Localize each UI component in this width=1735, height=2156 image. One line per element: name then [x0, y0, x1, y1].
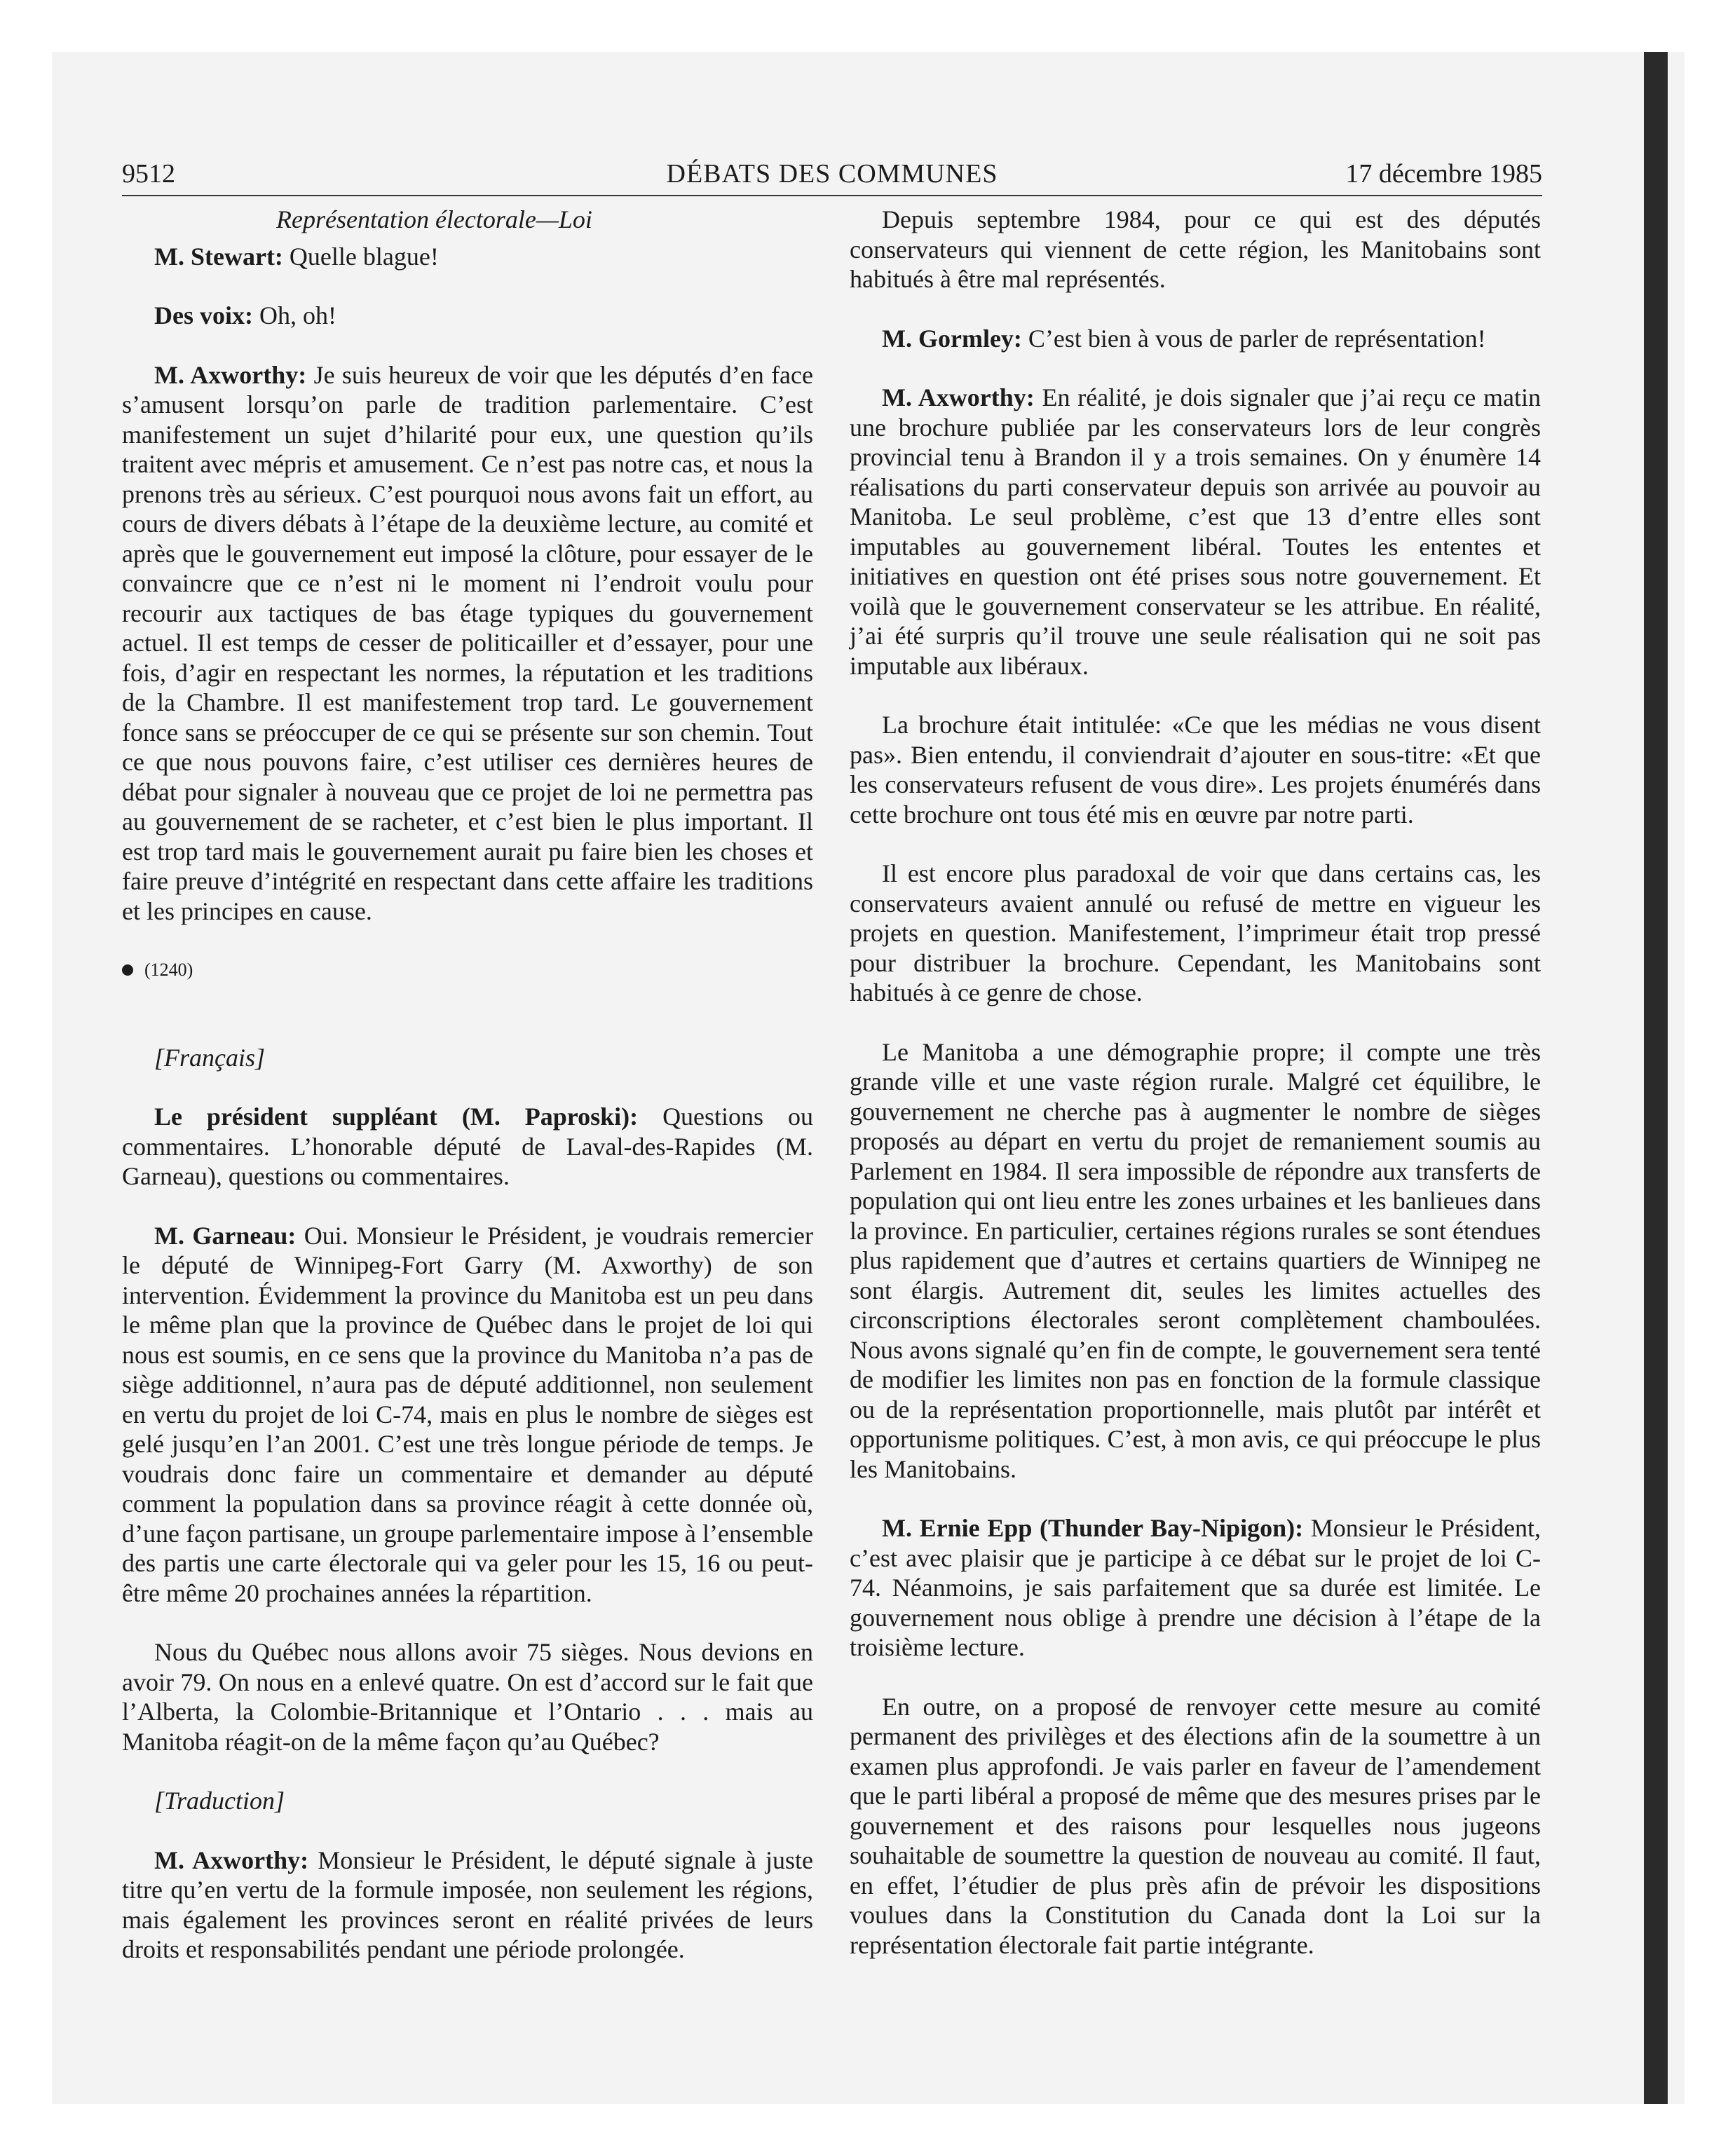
speech-text: Questions ou commentaires. L’honorable député de Laval-des-Rapides (M. Garneau), questions ou commentaires.	[122, 1103, 813, 1190]
paragraph: Depuis septembre 1984, pour ce qui est des députés conservateurs qui viennent de cette région, les Manitobains sont habitués à être mal représentés.	[850, 205, 1541, 293]
speaker-name: M. Stewart:	[154, 242, 283, 271]
speaker-name: M. Garneau:	[154, 1221, 297, 1250]
paragraph: Nous du Québec nous allons avoir 75 sièges. Nous devions en avoir 79. On nous en a enlevé quatre. On est d’accord sur le fait que l’Alberta, la Colombie-Britannique et l’Ontario . . . mais au Manitoba réagit-on de la même façon qu’au Québec?	[122, 1638, 813, 1756]
speech-text: Je suis heureux de voir que les députés d’en face s’amusent lorsqu’on parle de tradition parlementaire. C’est manifestement un sujet d’hilarité pour eux, une question qu’ils traitent avec mépris et amusement. Ce n’est pas notre cas, et nous la prenons très au sérieux. C’est pourquoi nous avons fait un effort, au cours de divers débats à l’étape de la deuxième lecture, au comité et après que le gouvernement eut imposé la clôture, pour essayer de le convaincre que ce n’est ni le moment ni l’endroit voulu pour recourir aux tactiques de bas étage typiques du gouvernement actuel. Il est temps de cesser de politicailler et d’essayer, pour une fois, d’agir en respectant les normes, la réputation et les traditions de la Chambre. Il est manifestement trop tard. Le gouvernement fonce sans se préoccuper de ce qui se présente sur son chemin. Tout ce que nous pouvons faire, c’est utiliser ces dernières heures de débat pour signaler à nouveau que ce projet de loi ne permettra pas au gouvernement de se racheter, et c’est bien le plus important. Il est trop tard mais le gouvernement aurait pu faire bien les choses et faire preuve d’intégrité en respectant dans cette affaire les traditions et les principes en cause.	[122, 360, 813, 925]
bullet-icon	[122, 964, 133, 976]
language-marker: [Français]	[154, 1043, 266, 1072]
right-column	[850, 205, 1541, 1989]
paragraph	[122, 360, 813, 927]
paragraph: Le Manitoba a une démographie propre; il compte une très grande ville et une vaste région rurale. Malgré cet équilibre, le gouvernement ne cherche pas à augmenter le nombre de sièges proposés au départ en vertu du projet de remaniement soumis au Parlement en 1984. Il sera impossible de répondre aux transferts de population qui ont lieu entre les zones urbaines et les banlieues dans la province. En particulier, certaines régions rurales se sont étendues plus rapidement que d’autres et certains quartiers de Winnipeg ne sont élargis. Autrement dit, seules les limites actuelles des circonscriptions électorales seront complètement chamboulées. Nous avons signalé qu’en fin de compte, le gouvernement sera tenté de modifier les limites non pas en fonction de la formule classique ou de la représentation proportionnelle, mais plutôt par intérêt et opportunisme politiques. C’est, à mon avis, ce qui préoccupe le plus les Manitobains.	[850, 1037, 1541, 1483]
speech-text: En réalité, je dois signaler que j’ai reçu ce matin une brochure publiée par les conservateurs lors de leur congrès provincial tenu à Brandon il y a trois semaines. On y énumère 14 réalisations du parti conservateur depuis son arrivée au pouvoir au Manitoba. Le seul problème, c’est que 13 d’entre elles sont imputables au gouvernement libéral. Toutes les ententes et initiatives en question ont été prises sous notre gouvernement. Et voilà que le gouvernement conservateur se les attribue. En réalité, j’ai été surpris qu’il trouve une seule réalisation qui ne soit pas imputable aux libéraux.	[850, 383, 1541, 680]
paragraph	[122, 1221, 813, 1609]
paragraph: Il est encore plus paradoxal de voir que dans certains cas, les conservateurs avaient annulé ou refusé de mettre en vigueur les projets en question. Manifestement, l’imprimeur était trop pressé pour distribuer la brochure. Cependant, les Manitobains sont habitués à ce genre de chose.	[850, 859, 1541, 1007]
scan-edge-strip	[1644, 52, 1668, 2104]
speech-text: Oh, oh!	[252, 301, 336, 329]
speech-text: Monsieur le Président, le député signale à juste titre qu’en vertu de la formule imposée, non seulement les régions, mais également les provinces seront en réalité privées de leurs droits et responsabilités pendant une période prolongée.	[122, 1845, 813, 1963]
paragraph: La brochure était intitulée: «Ce que les médias ne vous disent pas». Bien entendu, il conviendrait d’ajouter en sous-titre: «Et que les conservateurs refusent de vous dire». Les projets énumérés dans cette brochure ont tous été mis en œuvre par notre parti.	[850, 711, 1541, 828]
paragraph	[850, 383, 1541, 681]
publication-title: DÉBATS DES COMMUNES	[666, 159, 998, 189]
speech-text: Monsieur le Président, c’est avec plaisir que je participe à ce débat sur le projet de loi C-74. Néanmoins, je sais parfaitement que sa durée est limitée. Le gouvernement nous oblige à prendre une décision à l’étape de la troisième lecture.	[850, 1514, 1541, 1661]
paragraph	[122, 1845, 813, 1965]
paragraph	[850, 324, 1541, 354]
speaker-name: M. Axworthy:	[154, 1845, 309, 1874]
speaker-name: Des voix:	[154, 301, 253, 329]
paragraph	[122, 1102, 813, 1192]
speech-text: Quelle blague!	[283, 242, 439, 271]
language-marker: [Traduction]	[154, 1787, 285, 1815]
speech-text: C’est bien à vous de parler de représentation!	[1021, 324, 1486, 353]
speaker-name: M. Ernie Epp (Thunder Bay-Nipigon):	[882, 1514, 1304, 1542]
time-marker-text: (1240)	[144, 960, 193, 980]
paragraph: En outre, on a proposé de renvoyer cette mesure au comité permanent des privilèges et des élections afin de la soumettre à un examen plus approfondi. Je vais parler en faveur de l’amendement que le parti libéral a proposé de même que des mesures prises par le gouvernement et des raisons pour lesquelles nous jugeons souhaitable de soumettre la question de nouveau au comité. Il faut, en effet, l’étudier de plus près afin de prévoir les dispositions voulues dans la Constitution du Canada dont la Loi sur la représentation électorale fait partie intégrante.	[850, 1692, 1541, 1959]
speaker-name: M. Axworthy:	[154, 360, 307, 389]
left-column	[122, 205, 813, 1994]
speaker-name: M. Gormley:	[882, 324, 1022, 353]
time-marker	[122, 955, 813, 985]
page-number: 9512	[122, 159, 175, 189]
paragraph	[122, 301, 813, 331]
speaker-name: Le président suppléant (M. Paproski):	[154, 1103, 639, 1131]
section-title: Représentation électorale—Loi	[276, 205, 592, 233]
paragraph	[850, 1513, 1541, 1663]
speaker-name: M. Axworthy:	[882, 383, 1035, 411]
page-date: 17 décembre 1985	[1345, 159, 1542, 189]
speech-text: Oui. Monsieur le Président, je voudrais remercier le député de Winnipeg-Fort Garry (M. Axworthy) de son intervention. Évidemment la province du Manitoba est un peu dans le même plan que la province de Québec dans le projet de loi qui nous est soumis, en ce sens que la province du Manitoba n’a pas de siège additionnel, n’aura pas de député additionnel, non seulement en vertu du projet de loi C-74, mais en plus le nombre de sièges est gelé jusqu’en l’an 2001. C’est une très longue période de temps. Je voudrais donc faire un commentaire et demander au député comment la population dans sa province réagit à cette donnée où, d’une façon partisane, un groupe parlementaire impose à l’ensemble des partis une carte électorale qui va geler pour les 15, 16 ou peut-être même 20 prochaines années la répartition.	[122, 1221, 813, 1607]
page-header	[122, 153, 1542, 196]
paragraph	[122, 242, 813, 272]
